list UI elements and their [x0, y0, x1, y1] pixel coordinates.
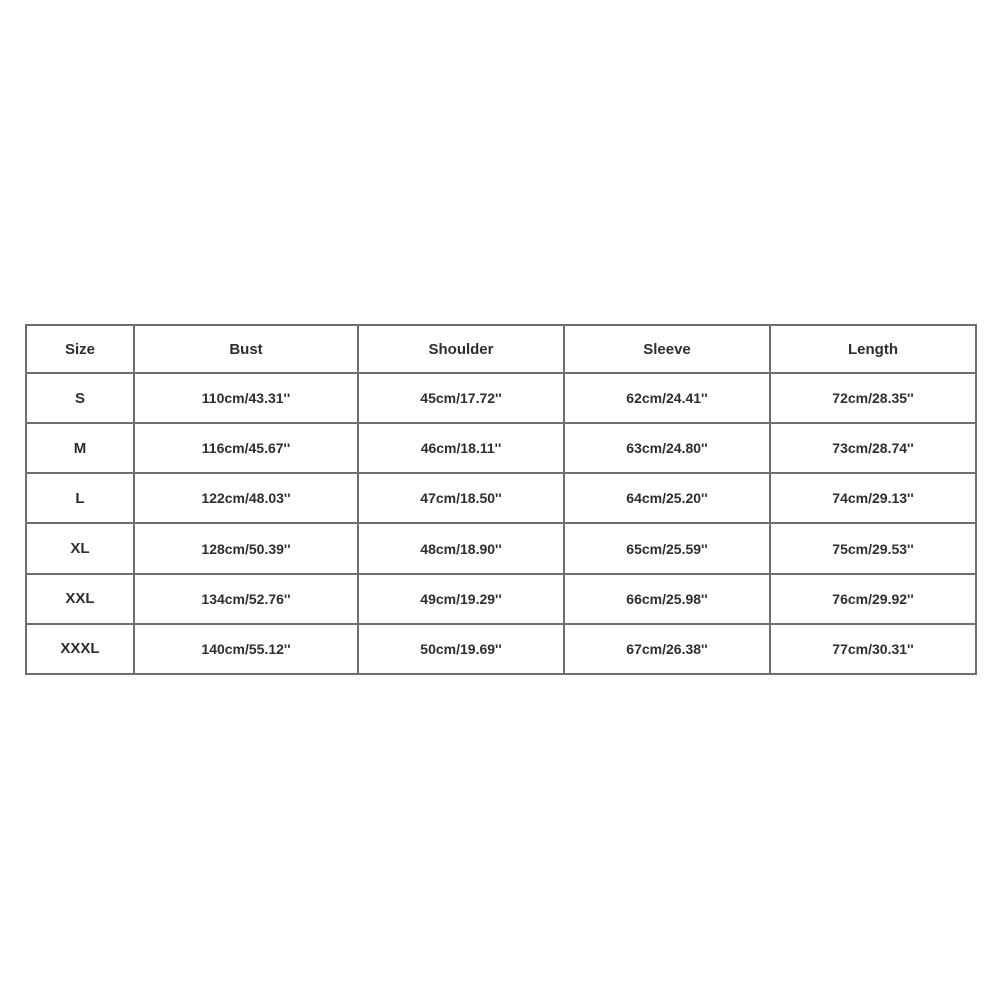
shoulder-cell: 48cm/18.90'': [358, 523, 564, 573]
table-body: [26, 373, 976, 674]
sleeve-cell: 64cm/25.20'': [564, 473, 770, 523]
sleeve-cell: 65cm/25.59'': [564, 523, 770, 573]
length-cell: 77cm/30.31'': [770, 624, 976, 674]
shoulder-cell: 47cm/18.50'': [358, 473, 564, 523]
shoulder-cell: 50cm/19.69'': [358, 624, 564, 674]
table-row: [26, 574, 976, 624]
length-cell: 73cm/28.74'': [770, 423, 976, 473]
sleeve-cell: 66cm/25.98'': [564, 574, 770, 624]
size-cell: S: [26, 373, 134, 423]
size-cell: XXL: [26, 574, 134, 624]
shoulder-cell: 46cm/18.11'': [358, 423, 564, 473]
table-row: [26, 423, 976, 473]
table-row: [26, 373, 976, 423]
sleeve-cell: 63cm/24.80'': [564, 423, 770, 473]
header-sleeve: Sleeve: [564, 325, 770, 373]
header-bust: Bust: [134, 325, 358, 373]
shoulder-cell: 45cm/17.72'': [358, 373, 564, 423]
shoulder-cell: 49cm/19.29'': [358, 574, 564, 624]
length-cell: 75cm/29.53'': [770, 523, 976, 573]
sleeve-cell: 67cm/26.38'': [564, 624, 770, 674]
table-row: [26, 473, 976, 523]
bust-cell: 128cm/50.39'': [134, 523, 358, 573]
size-cell: L: [26, 473, 134, 523]
bust-cell: 110cm/43.31'': [134, 373, 358, 423]
size-chart-table: [25, 324, 977, 675]
sleeve-cell: 62cm/24.41'': [564, 373, 770, 423]
header-length: Length: [770, 325, 976, 373]
bust-cell: 116cm/45.67'': [134, 423, 358, 473]
header-shoulder: Shoulder: [358, 325, 564, 373]
length-cell: 74cm/29.13'': [770, 473, 976, 523]
header-row: [26, 325, 976, 373]
table-header: [26, 325, 976, 373]
header-size: Size: [26, 325, 134, 373]
size-cell: XL: [26, 523, 134, 573]
bust-cell: 140cm/55.12'': [134, 624, 358, 674]
length-cell: 72cm/28.35'': [770, 373, 976, 423]
table-row: [26, 523, 976, 573]
bust-cell: 122cm/48.03'': [134, 473, 358, 523]
table-row: [26, 624, 976, 674]
size-cell: XXXL: [26, 624, 134, 674]
bust-cell: 134cm/52.76'': [134, 574, 358, 624]
length-cell: 76cm/29.92'': [770, 574, 976, 624]
size-cell: M: [26, 423, 134, 473]
